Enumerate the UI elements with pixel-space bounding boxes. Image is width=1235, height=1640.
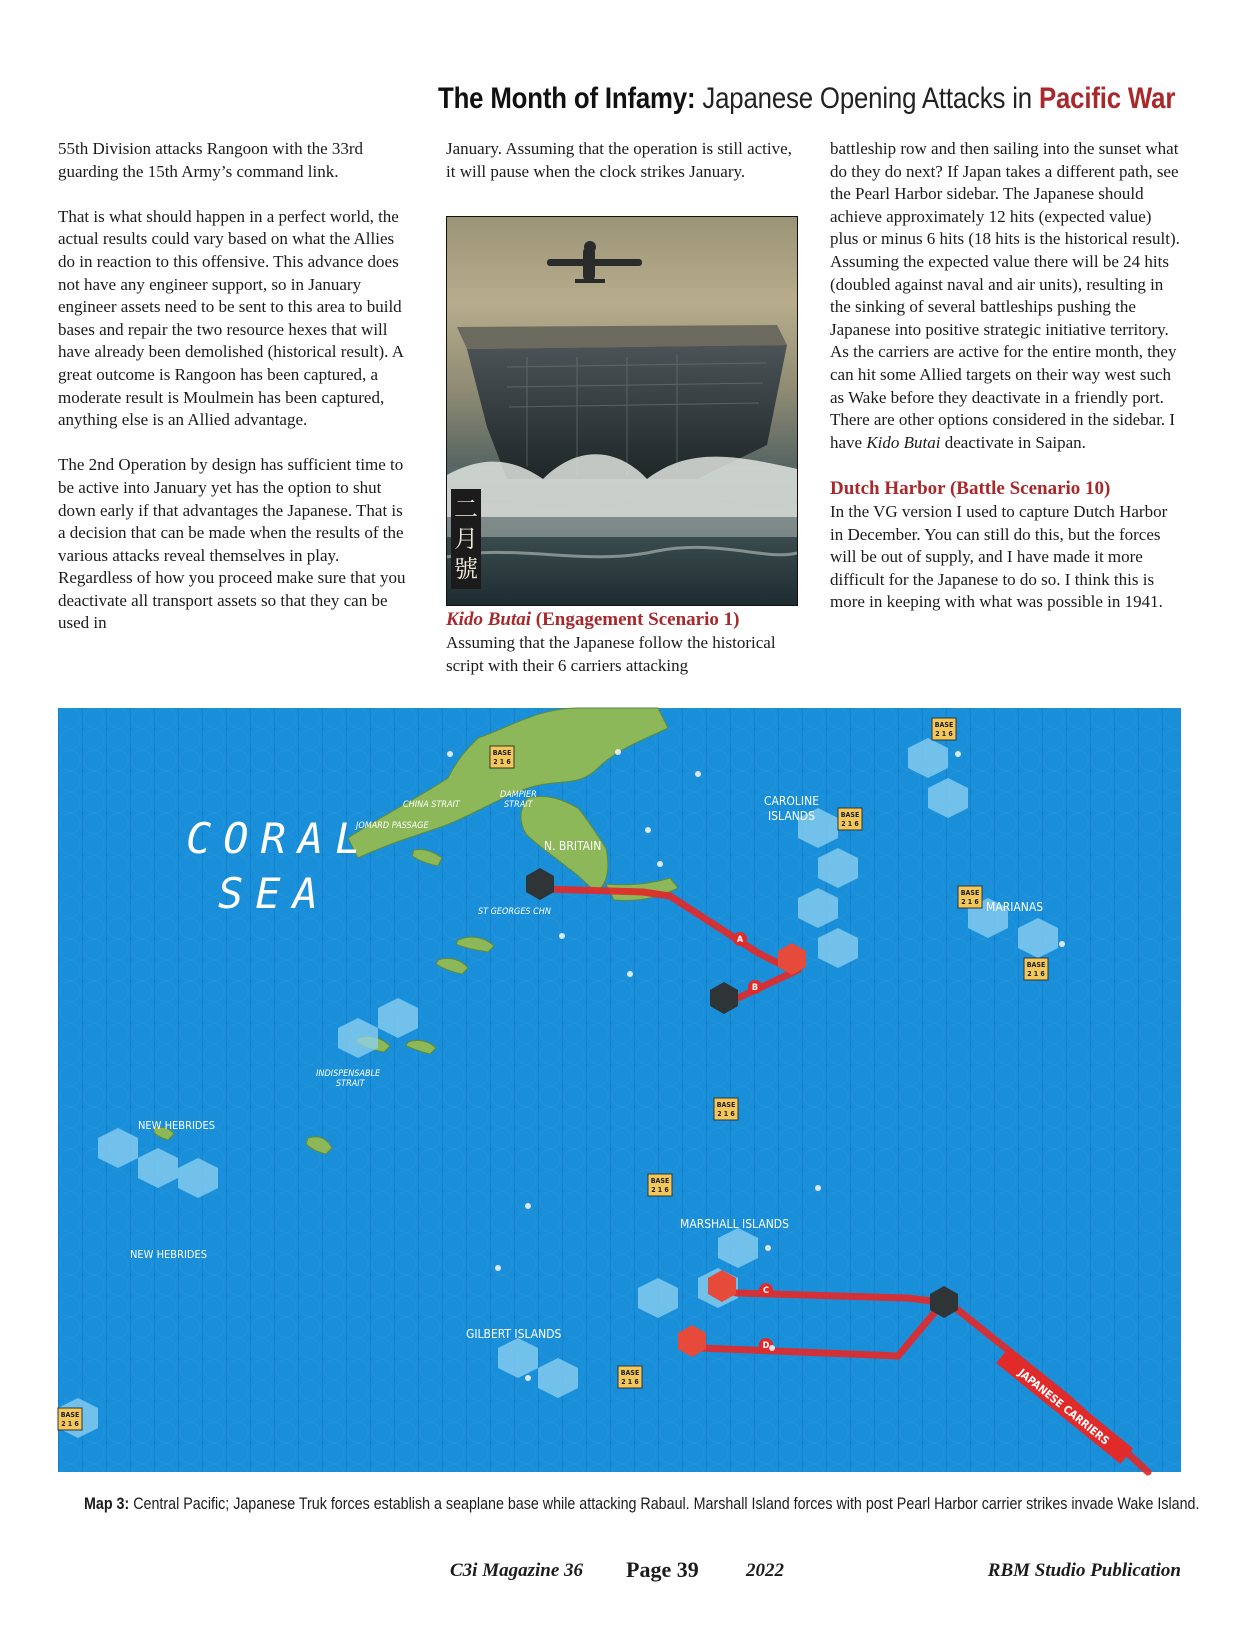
kido-butai-subhead-rest: (Engagement Scenario 1) <box>535 609 740 630</box>
c3-paragraph-1-b: deactivate in Saipan. <box>944 432 1086 452</box>
svg-text:BASE: BASE <box>650 1177 670 1185</box>
title-part1: The Month of Infamy: <box>437 82 696 115</box>
svg-text:BASE: BASE <box>960 889 980 897</box>
cover-kanji-2: 月 <box>454 525 478 553</box>
strait-label: STRAIT <box>504 800 533 810</box>
coral-label: CORAL <box>186 814 373 863</box>
st-georges-label: ST GEORGES CHN <box>478 907 551 917</box>
svg-text:2 1 6: 2 1 6 <box>935 730 953 738</box>
c2-paragraph-1: January. Assuming that the operation is still active, it will pause when the clock strikes January. <box>446 139 792 181</box>
footer-page: Page 39 <box>626 1557 699 1582</box>
cover-kanji-1: 二 <box>454 495 478 523</box>
base-counter <box>490 746 514 768</box>
carrier-cover-illustration <box>446 216 798 606</box>
c3-paragraph-2: In the VG version I used to capture Dutch Harbor in December. You can still do this, but the forces will be out of supply, and I have made it more difficult for the Japanese to do so. I think this is more in keeping with what was possible in 1941. <box>830 501 1168 612</box>
c3-paragraph-1 <box>830 138 1180 454</box>
map-caption-text: Central Pacific; Japanese Truk forces establish a seaplane base while attacking Rabaul. Marshall Island forces with post Pearl Harbor carrier strikes invade Wake Island. <box>133 1494 1200 1513</box>
base-counter <box>714 1098 738 1120</box>
footer-year: 2022 <box>746 1560 784 1581</box>
svg-text:2 1 6: 2 1 6 <box>493 758 511 766</box>
svg-text:2 1 6: 2 1 6 <box>651 1186 669 1194</box>
column-1 <box>58 138 410 658</box>
indispensable-strait-label: STRAIT <box>336 1079 365 1089</box>
kido-butai-subhead <box>446 608 796 632</box>
base-counter <box>1024 958 1048 980</box>
title-part2: Japanese Opening Attacks in <box>702 82 1032 115</box>
base-counter <box>932 718 956 740</box>
indispensable-label: INDISPENSABLE <box>316 1069 381 1079</box>
base-counter <box>58 1408 82 1430</box>
svg-text:2 1 6: 2 1 6 <box>841 820 859 828</box>
route-label-b: B <box>751 983 759 993</box>
dampier-label: DAMPIER <box>500 790 537 800</box>
new-hebrides-label-2: NEW HEBRIDES <box>130 1248 208 1261</box>
route-label-c: C <box>763 1286 769 1296</box>
page-title <box>438 82 1175 116</box>
svg-text:BASE: BASE <box>492 749 512 757</box>
footer-publisher: RBM Studio Publication <box>987 1560 1181 1581</box>
china-strait-label: CHINA STRAIT <box>403 800 460 810</box>
column-3 <box>830 138 1180 636</box>
target-hex-marker <box>710 982 738 1014</box>
map-caption <box>84 1494 1199 1514</box>
svg-text:2 1 6: 2 1 6 <box>621 1378 639 1386</box>
base-counter <box>618 1366 642 1388</box>
svg-text:2 1 6: 2 1 6 <box>1027 970 1045 978</box>
japanese-carriers-label: JAPANESE CARRIERS <box>1015 1366 1112 1448</box>
column-2 <box>446 138 796 206</box>
marianas-label: MARIANAS <box>986 900 1044 914</box>
route-label-d: D <box>762 1341 770 1351</box>
base-counter <box>958 886 982 908</box>
c1-paragraph-2: That is what should happen in a perfect world, the actual results could vary based on what the Allies do in reaction to this offensive. This advance does not have any engineer support, so in January engineer assets need to be sent to this area to build bases and repair the two resource hexes that will have already been demolished (historical result). A great outcome is Rangoon has been captured, a moderate result is Moulmein has been captured, anything else is an Allied advantage. <box>58 206 404 430</box>
c3-paragraph-1-italic: Kido Butai <box>866 432 941 452</box>
marshall-islands-label: MARSHALL ISLANDS <box>680 1217 789 1231</box>
route-label-a: A <box>736 935 744 945</box>
svg-text:BASE: BASE <box>620 1369 640 1377</box>
new-hebrides-label-1: NEW HEBRIDES <box>138 1119 216 1132</box>
japanese-task-force-marker <box>778 943 806 975</box>
sea-label: SEA <box>218 869 330 918</box>
islands-top-label: ISLANDS <box>866 696 910 709</box>
dutch-harbor-subhead: Dutch Harbor (Battle Scenario 10) <box>830 477 1111 499</box>
c1-paragraph-1: 55th Division attacks Rangoon with the 33rd guarding the 15th Army’s command link. <box>58 139 364 181</box>
map-caption-bold: Map 3: <box>84 1494 130 1513</box>
base-counter <box>648 1174 672 1196</box>
marshall-task-force-d-marker <box>678 1325 706 1357</box>
pacific-war-map <box>58 696 1181 1472</box>
c1-paragraph-3: The 2nd Operation by design has sufficient time to be active into January yet has the option to shut down early if that advantages the Japanese. That is a decision that can be made when the results of the various attacks reveal themselves in play. Regardless of how you proceed make sure that you deactivate all transport assets so that they can be used in <box>58 455 406 633</box>
title-part3: Pacific War <box>1038 82 1175 115</box>
svg-text:BASE: BASE <box>716 1101 736 1109</box>
japanese-fleet-marker <box>526 868 554 900</box>
map-land <box>154 708 678 1154</box>
jomard-passage-label: JOMARD PASSAGE <box>356 821 429 831</box>
c3-paragraph-1-a: battleship row and then sailing into the sunset what do they do next? If Japan takes a different path, see the Pearl Harbor sidebar. The Japanese should achieve approximately 12 hits (expected value) plus or minus 6 hits (18 hits is the historical result). Assuming the expected value there will be 24 hits (doubled against naval and air units), resulting in the sinking of several battleships pushing the Japanese into positive strategic initiative territory. As the carriers are active for the entire month, they can hit some Allied targets on their way west such as Wake before they deactivate in a friendly port. There are other options considered in the sidebar. I have <box>830 139 1180 452</box>
caroline-islands-label: ISLANDS <box>768 809 815 823</box>
column-2-lower <box>446 606 796 700</box>
gilbert-islands-label: GILBERT ISLANDS <box>466 1327 562 1341</box>
n-britain-label: N. BRITAIN <box>544 839 602 853</box>
svg-text:BASE: BASE <box>934 721 954 729</box>
svg-text:BASE: BASE <box>1026 961 1046 969</box>
svg-text:2 1 6: 2 1 6 <box>61 1420 79 1428</box>
svg-text:2 1 6: 2 1 6 <box>717 1110 735 1118</box>
svg-text:BASE: BASE <box>840 811 860 819</box>
c2-paragraph-2: Assuming that the Japanese follow the historical script with their 6 carriers attacking <box>446 633 776 675</box>
footer-magazine: C3i Magazine 36 <box>450 1560 584 1581</box>
svg-text:BASE: BASE <box>60 1411 80 1419</box>
base-counter <box>838 808 862 830</box>
kido-butai-subhead-italic: Kido Butai <box>446 609 531 630</box>
svg-text:2 1 6: 2 1 6 <box>961 898 979 906</box>
caroline-label: CAROLINE <box>764 794 820 808</box>
cover-kanji-3: 號 <box>454 555 478 583</box>
